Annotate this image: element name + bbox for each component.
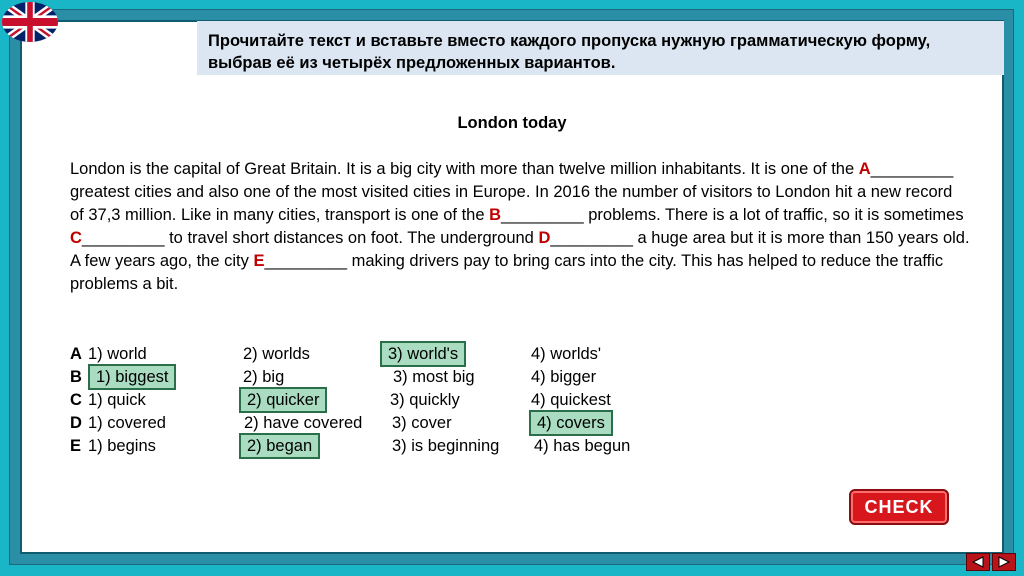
option-b1-selected[interactable]: 1) biggest bbox=[90, 366, 174, 388]
option-b2[interactable]: 2) big bbox=[243, 368, 285, 386]
gap-label-a: A bbox=[858, 160, 871, 178]
options-row-b bbox=[70, 366, 690, 389]
gap-label-e: E bbox=[253, 252, 265, 270]
gap-label-c: C bbox=[70, 229, 82, 247]
options-row-a bbox=[70, 343, 690, 366]
text-part: _________ making drivers pay to bring cars into the city. This has helped to reduce the traffic problems a bit. bbox=[70, 252, 944, 293]
text-part: London is the capital of Great Britain. It is a big city with more than twelve million inhabitants. It is one of the bbox=[70, 160, 859, 178]
arrow-left-icon[interactable] bbox=[966, 553, 990, 571]
option-row-label: E bbox=[70, 437, 82, 455]
option-d2[interactable]: 2) have covered bbox=[244, 414, 363, 432]
option-e2-selected[interactable]: 2) began bbox=[241, 435, 318, 457]
uk-flag-icon bbox=[2, 2, 58, 42]
option-c2-selected[interactable]: 2) quicker bbox=[241, 389, 325, 411]
option-e4[interactable]: 4) has begun bbox=[534, 437, 631, 455]
option-c1[interactable]: 1) quick bbox=[88, 391, 146, 409]
option-b3[interactable]: 3) most big bbox=[393, 368, 475, 386]
gap-label-d: D bbox=[538, 229, 551, 247]
option-d4-selected[interactable]: 4) covers bbox=[531, 412, 611, 434]
option-b4[interactable]: 4) bigger bbox=[531, 368, 597, 386]
check-button[interactable]: CHECK bbox=[849, 489, 949, 525]
option-d3[interactable]: 3) cover bbox=[392, 414, 452, 432]
option-row-label: D bbox=[70, 414, 82, 432]
option-row-label: B bbox=[70, 368, 82, 386]
option-d1[interactable]: 1) covered bbox=[88, 414, 166, 432]
instruction-box: Прочитайте текст и вставьте вместо каждого пропуска нужную грамматическую форму, выбрав её из четырёх предложенных вариантов. bbox=[197, 21, 1004, 75]
option-row-label: A bbox=[70, 345, 82, 363]
text-part: _________ greatest cities and also one of the most visited cities in Europe. In 2016 the number of visitors to London hit a new record of 37,3 million. Like in many cities, transport is one of the bbox=[70, 160, 954, 224]
text-part: _________ problems. There is a lot of traffic, so it is sometimes bbox=[501, 206, 964, 224]
option-a1[interactable]: 1) world bbox=[88, 345, 147, 363]
reading-text bbox=[70, 158, 970, 296]
option-a4[interactable]: 4) worlds' bbox=[531, 345, 602, 363]
options-row-c bbox=[70, 389, 690, 412]
options-row-d bbox=[70, 412, 690, 435]
options-list bbox=[70, 343, 690, 458]
text-title: London today bbox=[457, 114, 567, 132]
option-row-label: C bbox=[70, 391, 82, 409]
slide-navigation bbox=[966, 553, 1016, 573]
option-a2[interactable]: 2) worlds bbox=[243, 345, 310, 363]
text-part: _________ to travel short distances on foot. The underground bbox=[81, 229, 539, 247]
gap-label-b: B bbox=[489, 206, 502, 224]
option-e1[interactable]: 1) begins bbox=[88, 437, 156, 455]
option-e3[interactable]: 3) is beginning bbox=[392, 437, 500, 455]
options-row-e bbox=[70, 435, 690, 458]
arrow-right-icon[interactable] bbox=[992, 553, 1016, 571]
option-c4[interactable]: 4) quickest bbox=[531, 391, 611, 409]
text-part: _________ a huge area but it is more than 150 years old. A few years ago, the city bbox=[70, 229, 970, 270]
option-a3-selected[interactable]: 3) world's bbox=[382, 343, 464, 365]
option-c3[interactable]: 3) quickly bbox=[390, 391, 460, 409]
